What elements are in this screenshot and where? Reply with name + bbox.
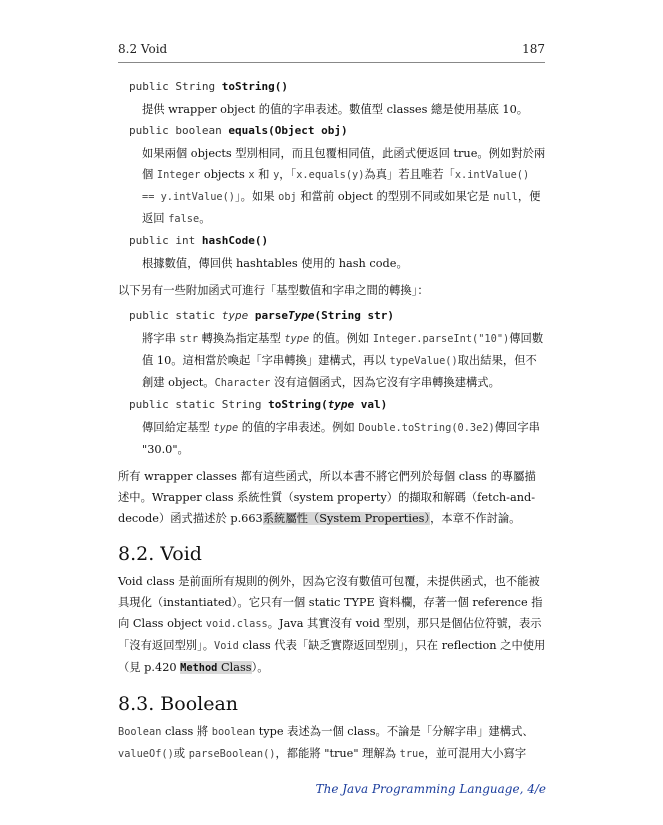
equals-signature: public boolean equals(Object obj)	[129, 124, 348, 137]
system-properties-link[interactable]: 系統屬性（System Properties）	[262, 512, 431, 525]
hashcode-description: 根據數值，傳回供 hashtables 使用的 hash code。	[142, 257, 408, 270]
void-paragraph: Void class 是前面所有規則的例外，因為它沒有數值可包覆，未提供函式，也不能被具現化（instantiated）。它只有一個 static TYPE 資料欄，存著一個 reference 指向 Class object void.class。Java 其實沒有 void 型別，那只是個佔位符號，表示「沒有返回型別」。Void class 代表「缺乏實際返回型別」，只在 reflection 之中使用（見 p.420 Method Class）。	[118, 575, 546, 674]
section-label: 8.2 Void	[118, 42, 168, 56]
conversion-intro: 以下另有一些附加函式可進行「基型數值和字串之間的轉換」：	[118, 284, 429, 297]
boolean-paragraph: Boolean class 將 boolean type 表述為一個 class。不論是「分解字串」建構式、valueOf()或 parseBoolean()，都能將 "true" 理解為 true，並可混用大小寫字	[118, 725, 534, 760]
tostring-signature: public String toString()	[129, 80, 288, 93]
heading-boolean: 8.3. Boolean	[118, 693, 239, 715]
parse-description: 將字串 str 轉換為指定基型 type 的值。例如 Integer.parseInt("10")傳回數值 10。這相當於喚起「字串轉換」建構式，再以 typeValue()取出結果，但不創建 object。Character 沒有這個函式，因為它沒有字串轉換建構式。	[142, 332, 544, 389]
method-class-link[interactable]: Method Class	[180, 661, 252, 674]
book-title-footer: The Java Programming Language, 4/e	[315, 782, 546, 796]
tostring-static-description: 傳回給定基型 type 的值的字串表述。例如 Double.toString(0.3e2)傳回字串 "30.0"。	[142, 421, 540, 456]
page-number: 187	[522, 42, 545, 56]
parse-signature: public static type parseType(String str)	[129, 309, 394, 322]
wrapper-paragraph: 所有 wrapper classes 都有這些函式，所以本書不將它們列於每個 class 的專屬描述中。Wrapper class 系統性質（system property）的擷取和解碼（fetch-and-decode）函式描述於 p.663系統屬性（System Properties），本章不作討論。	[118, 470, 536, 525]
page-body	[118, 80, 546, 773]
hashcode-signature: public int hashCode()	[129, 234, 269, 247]
equals-description: 如果兩個 objects 型別相同，而且包覆相同值，此函式便返回 true。例如對於兩個 Integer objects x 和 y，「x.equals(y)為真」若且唯若「x.intValue() == y.intValue()」。如果 obj 和當前 object 的型別不同或如果它是 null，便返回 false。	[142, 147, 546, 225]
header-rule	[118, 62, 545, 63]
heading-void: 8.2. Void	[118, 543, 202, 565]
running-head	[118, 42, 545, 60]
tostring-description: 提供 wrapper object 的值的字串表述。數值型 classes 總是使用基底 10。	[142, 103, 529, 116]
tostring-static-signature: public static String toString(type val)	[129, 398, 388, 411]
